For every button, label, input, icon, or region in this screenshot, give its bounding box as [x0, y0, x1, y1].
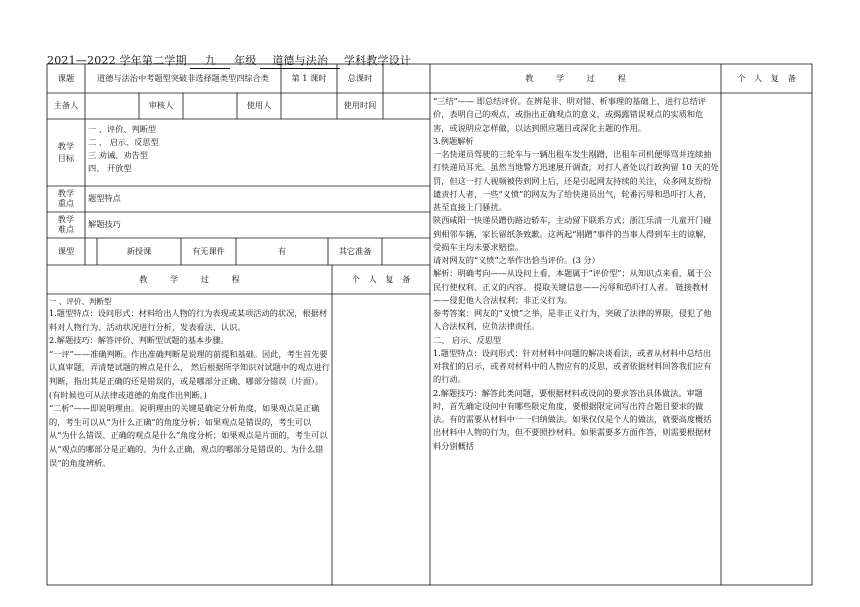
- key-point-label: 教学重点: [57, 188, 75, 208]
- paragraph: 参考答案：网友的“义愤”之举，是非正义行为，突破了法律的界限，侵犯了他人合法权利，应负法律责任。: [433, 308, 712, 332]
- difficulty-label: 教学难点: [57, 214, 75, 234]
- paragraph: 2.解题技巧：解答此类问题，要根据材料或设问的要求答出具体做法。审题时，首先确定设问中有哪些限定角度，要根据限定词写出符合题目要求的做法。有的需要从材料中一一归纳做法。如果仅仅是个人的做法，就要高度概括出材料中人物的行为，但不要照抄材料。如果需要多方面作答，则需要根据材料分别概括: [433, 387, 712, 451]
- courseware-value: 有: [277, 245, 287, 256]
- reviewer-label: 审核人: [148, 100, 174, 111]
- paragraph: 1.题型特点：设问形式：针对材料中问题的解决谈看法，或者从材料中总结出对我们的启示，或者对材料中的人物应有的反思，或者依据材料回答我们应有的行动。: [433, 347, 712, 385]
- paragraph: 陕西咸阳一快递员蹭伤路边轿车，主动留下联系方式；浙江乐清一儿童开门碰到相邻车辆，家长留纸条致歉。这两起“剐蹭”事件的当事人得到车主的谅解，受损车主均未要求赔偿。: [433, 215, 712, 252]
- section-heading: 一 、评价、判断型: [49, 297, 112, 306]
- process-header-right: 教 学 过 程: [525, 72, 626, 83]
- course-type-value: 新授课: [126, 245, 152, 256]
- left-process-body: [49, 296, 331, 584]
- other-prep-label: 其它准备: [338, 245, 372, 256]
- paragraph: 解析：明确考向——从设问上看，本题属于“评价型”；从知识点来看，属于公民行使权利、正义的内容。 提取关键信息——污辱和恐吓打人者。 链接教材——侵犯他人合法权利；非正义行为。: [433, 268, 712, 305]
- paragraph: 1.题型特点：设问形式：材料给出人物的行为表现或某项活动的状况，根据材料对人物行为、活动状况进行分析，发表看法、认识。: [49, 308, 328, 332]
- user-label: 使用人: [246, 100, 272, 111]
- review-header-left: 个 人 复 备: [351, 273, 411, 284]
- paragraph: “一评”——准确判断。作出准确判断是说理的前提和基础。因此，考生首先要认真审题，弄清楚试题的辨点是什么， 然后根据所学知识对试题中的观点进行判断，指出其是正确的还是错误的，或是哪部分正确、哪部分错误（片面）。(有时候也可从法律或道德的角度作出判断。): [49, 348, 330, 400]
- grade-value: 九: [190, 52, 230, 69]
- goals-list: [85, 121, 430, 186]
- section-heading: 二、 启示、反思型: [433, 334, 502, 345]
- title-suffix: 学科教学设计: [343, 54, 412, 67]
- goal-item: 三 劝诫、劝告型: [88, 150, 148, 160]
- process-header-left: 教 学 过 程: [139, 273, 240, 284]
- total-periods-label: 总课时: [347, 72, 373, 83]
- difficulty-value: 解题技巧: [88, 219, 121, 230]
- school-year: 2021—2022 学年第二学期: [47, 54, 187, 67]
- paragraph: 一名快递员驾驶的三轮车与一辆出租车发生剐蹭，出租车司机便辱骂并连续抽打快递员耳光。虽然当地警方迅速展开调查，对打人者处以行政拘留 10 天的处罚，但这一打人视频被传到网上后，还是引起网友持续的关注，众多网友纷纷谴责打人者，一些“义愤”的网友为了给快递员出气，轮番污辱和恐吓打人者，甚至直接上门骚扰。: [433, 149, 719, 212]
- subject-value: 道德与法治: [260, 52, 340, 69]
- paragraph: “三结”—— 即总结评价。在辨是非、明对错、析事理的基础上，进行总结评价，表明自己的观点，或指出正确观点的意义，或揭露错误观点的实质和危害，或说明应怎样做，以达到照应题目或深化主题的作用。: [433, 96, 706, 133]
- goals-label: 教学目标: [57, 141, 75, 163]
- goal-item: 二 、 启示、反思型: [88, 137, 159, 147]
- topic-label: 课题: [57, 72, 75, 83]
- course-type-label: 课型: [57, 245, 75, 256]
- review-header-right: 个 人 复 备: [737, 72, 796, 83]
- grade-label: 年级: [234, 54, 257, 67]
- paragraph: 请对网友的“义愤”之举作出恰当评价。(3 分）: [433, 255, 600, 265]
- period-value: 第 1 课时: [291, 72, 327, 83]
- preparer-label: 主备人: [53, 100, 79, 111]
- courseware-label: 有无课件: [192, 245, 225, 256]
- topic-value: 道德与法治中考题型突破非选择题类型四综合类: [97, 72, 269, 83]
- key-point-value: 题型特点: [88, 193, 121, 204]
- paragraph: 2.解题技巧：解答评价、判断型试题的基本步骤。: [49, 335, 229, 346]
- usage-time-label: 使用时间: [343, 100, 377, 111]
- right-process-body: [433, 95, 719, 584]
- goal-item: 一 、评价、判断型: [88, 124, 157, 134]
- paragraph: 3.例题解析: [433, 135, 474, 146]
- paragraph: “二析”——即说明理由。说明理由的关键是确定分析角度，如果观点是正确的，考生可以从“为什么正确”的角度分析；如果观点是错误的，考生可以从“为什么错误、正确的观点是什么”角度分析；如果观点是片面的，考生可以从“观点的哪部分是正确的、为什么正确，观点的哪部分是错误的、为什么错误”的角度辨析。: [49, 403, 328, 468]
- goal-item: 四、 开放型: [88, 163, 132, 173]
